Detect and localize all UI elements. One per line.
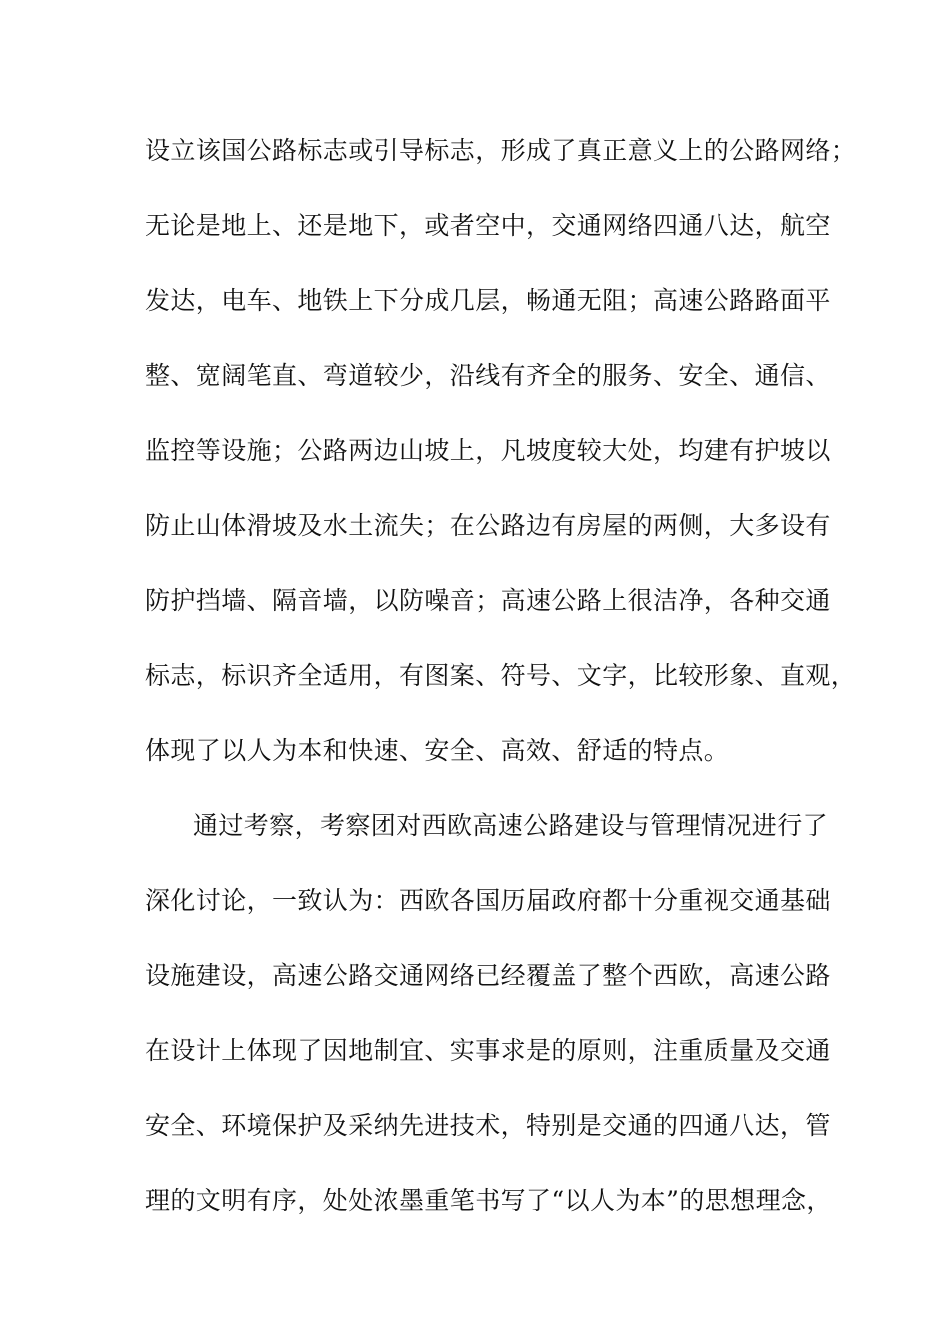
text-line: 安全、环境保护及采纳先进技术，特别是交通的四通八达，管	[145, 1111, 831, 1140]
text-line: 防止山体滑坡及水土流失；在公路边有房屋的两侧，大多设有	[145, 511, 831, 540]
text-line: 在设计上体现了因地制宜、实事求是的原则，注重质量及交通	[145, 1036, 831, 1065]
text-line: 设立该国公路标志或引导标志，形成了真正意义上的公路网络；	[145, 136, 857, 165]
text-line: 无论是地上、还是地下，或者空中，交通网络四通八达，航空	[145, 211, 831, 240]
text-line: 整、宽阔笔直、弯道较少，沿线有齐全的服务、安全、通信、	[145, 361, 831, 390]
paragraph-first-line: 通过考察，考察团对西欧高速公路建设与管理情况进行了	[193, 811, 829, 840]
text-line: 理的文明有序，处处浓墨重笔书写了“以人为本”的思想理念，	[145, 1186, 832, 1215]
text-line: 发达，电车、地铁上下分成几层，畅通无阻；高速公路路面平	[145, 286, 831, 315]
text-line: 深化讨论，一致认为：西欧各国历届政府都十分重视交通基础	[145, 886, 831, 915]
text-line: 体现了以人为本和快速、安全、高效、舒适的特点。	[145, 736, 730, 765]
text-line: 防护挡墙、隔音墙，以防噪音；高速公路上很洁净，各种交通	[145, 586, 831, 615]
text-line: 监控等设施；公路两边山坡上，凡坡度较大处，均建有护坡以	[145, 436, 831, 465]
text-line: 设施建设，高速公路交通网络已经覆盖了整个西欧，高速公路	[145, 961, 831, 990]
text-line: 标志，标识齐全适用，有图案、符号、文字，比较形象、直观，	[145, 661, 857, 690]
